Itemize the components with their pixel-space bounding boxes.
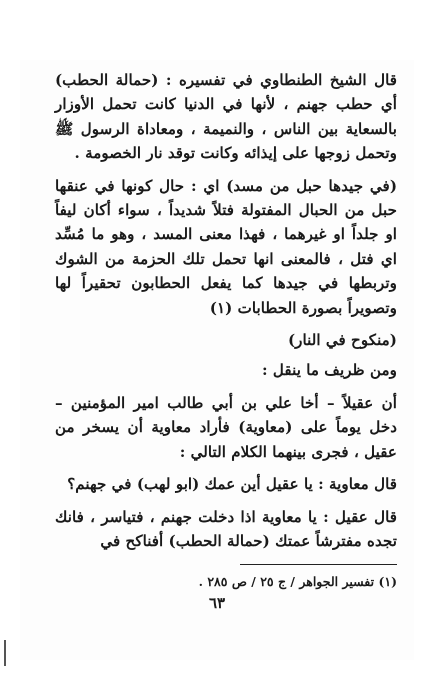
paragraph-intro-anecdote: ومن ظريف ما ينقل :: [262, 361, 397, 380]
paragraph-tafsir-tantawi: قال الشيخ الطنطاوي في تفسيره : (حمالة الحطب) أي حطب جهنم ، لأنها في الدنيا كانت تحمل الأوزار بالسعاية بين الناس ، والنميمة ، ومعاداة الرسول ﷺ وتحمل زوجها على إيذائه وكانت توقد نار الخصومة .: [55, 71, 397, 163]
paragraph-jeed-masad: (في جيدها حبل من مسد) اي : حال كونها في عنقها حبل من الحبال المفتولة فتلاً شديداً ، سواء أكان ليفاً او جلداً او غيرهما ، فهذا معنى المسد ، وهو ما مُسِّد اي فتل ، فالمعنى انها تحمل تلك الحزمة من الشوك وتربطها في جيدها كما يفعل الحطابون تحقيراً لها وتصويراً بصورة الحطابات (١): [55, 176, 397, 317]
body-text: [55, 68, 397, 553]
paragraph-muawiya-question: قال معاوية : يا عقيل أين عمك (ابو لهب) في جهنم؟: [67, 475, 397, 494]
footnote: (١) تفسير الجواهر / ج ٢٥ / ص ٢٨٥ .: [198, 574, 397, 589]
page-number: ٦٣: [208, 594, 226, 612]
paragraph-aqeel-answer: قال عقيل : يا معاوية اذا دخلت جهنم ، فتياسر ، فانك تجده مفترشاً عمتك (حمالة الحطب) أفناكح في: [55, 507, 397, 550]
footnote-divider: [240, 564, 397, 565]
scan-edge-mark: [4, 640, 6, 666]
book-page: [20, 60, 414, 660]
paragraph-aqeel: أن عقيلاً – أخا علي بن أبي طالب امير المؤمنين – دخل يوماً على (معاوية) فأراد معاوية أن يسخر من عقيل ، فجرى بينهما الكلام التالي :: [55, 393, 397, 461]
section-heading: (منكوح في النار): [287, 331, 397, 350]
